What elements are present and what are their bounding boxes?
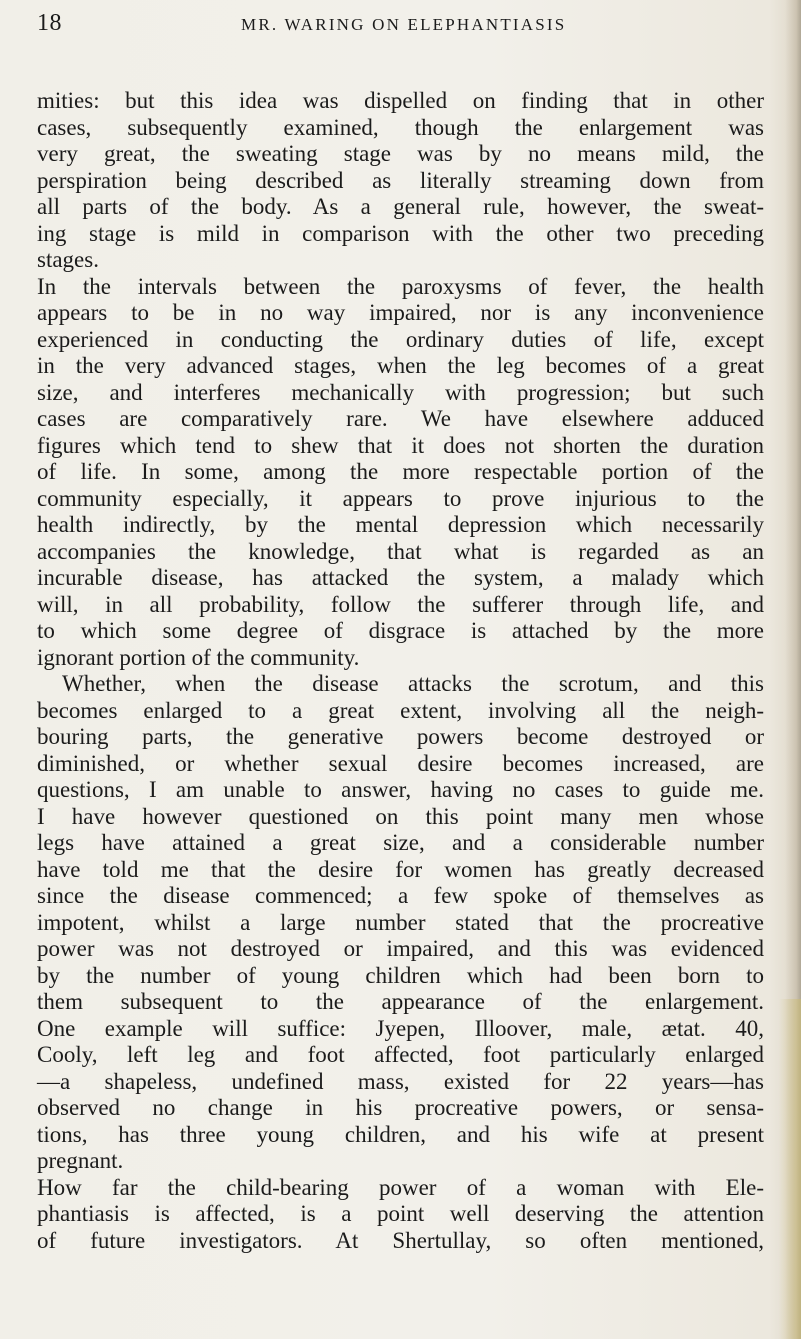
text-line: will, in all probability, follow the sufferer through life, and — [37, 591, 764, 617]
text-line: ing stage is mild in comparison with the other two preceding — [37, 220, 764, 246]
text-line: observed no change in his procreative powers, or sensa- — [37, 1095, 764, 1120]
text-line: accompanies the knowledge, that what is regarded as an — [37, 538, 764, 564]
text-line: Cooly, left leg and foot affected, foot particularly enlarged — [37, 1042, 764, 1067]
text-line: experienced in conducting the ordinary duties of life, except — [37, 326, 764, 352]
text-line: ignorant portion of the community. — [37, 644, 360, 670]
text-line: legs have attained a great size, and a considerable number — [37, 830, 764, 855]
text-line: appears to be in no way impaired, nor is any inconvenience — [37, 300, 764, 325]
text-line: incurable disease, has attacked the system, a malady which — [37, 565, 764, 590]
text-line: questions, I am unable to answer, having no cases to guide me. — [37, 777, 764, 802]
page-header — [37, 10, 767, 42]
text-line: perspiration being described as literally streaming down from — [37, 167, 764, 193]
text-line: I have however questioned on this point many men whose — [37, 803, 764, 829]
body-text — [37, 88, 764, 1254]
text-line: —a shapeless, undefined mass, existed for 22 years—has — [37, 1068, 764, 1094]
text-line: impotent, whilst a large number stated that the procreative — [37, 909, 764, 935]
text-line: of future investigators. At Shertullay, so often mentioned, — [37, 1227, 764, 1253]
text-line: One example will suffice: Jyepen, Illoover, male, ætat. 40, — [37, 1015, 764, 1041]
page-number: 18 — [37, 10, 62, 36]
text-line: tions, has three young children, and his wife at present — [37, 1121, 764, 1147]
text-line: In the intervals between the paroxysms of fever, the health — [37, 273, 764, 299]
text-line: power was not destroyed or impaired, and this was evidenced — [37, 936, 764, 961]
text-line: of life. In some, among the more respectable portion of the — [37, 459, 764, 484]
text-line: to which some degree of disgrace is attached by the more — [37, 618, 764, 643]
text-line: all parts of the body. As a general rule, however, the sweat- — [37, 194, 764, 219]
text-line: in the very advanced stages, when the leg becomes of a great — [37, 353, 764, 378]
text-line: since the disease commenced; a few spoke of themselves as — [37, 883, 764, 908]
text-line: diminished, or whether sexual desire becomes increased, are — [37, 750, 764, 776]
text-line: bouring parts, the generative powers become destroyed or — [37, 724, 764, 749]
page-edge-stain — [779, 999, 801, 1339]
text-line: becomes enlarged to a great extent, involving all the neigh- — [37, 697, 764, 723]
text-line: pregnant. — [37, 1148, 124, 1173]
running-head: MR. WARING ON ELEPHANTIASIS — [241, 15, 567, 34]
text-line: very great, the sweating stage was by no means mild, the — [37, 141, 764, 166]
text-line: them subsequent to the appearance of the enlargement. — [37, 989, 764, 1014]
text-line: community especially, it appears to prove injurious to the — [37, 485, 764, 511]
text-line: health indirectly, by the mental depression which necessarily — [37, 512, 764, 537]
text-line: phantiasis is affected, is a point well deserving the attention — [37, 1201, 764, 1226]
text-line: Whether, when the disease attacks the scrotum, and this — [62, 671, 764, 696]
text-line: stages. — [37, 247, 99, 272]
text-line: How far the child-bearing power of a woman with Ele- — [37, 1174, 764, 1200]
text-line: by the number of young children which had been born to — [37, 962, 764, 988]
text-line: cases, subsequently examined, though the enlargement was — [37, 114, 764, 140]
text-line: have told me that the desire for women has greatly decreased — [37, 856, 764, 882]
text-line: size, and interferes mechanically with progression; but such — [37, 379, 764, 405]
text-line: figures which tend to shew that it does not shorten the duration — [37, 432, 764, 458]
text-line: cases are comparatively rare. We have elsewhere adduced — [37, 406, 764, 431]
text-line: mities: but this idea was dispelled on finding that in other — [37, 88, 764, 113]
